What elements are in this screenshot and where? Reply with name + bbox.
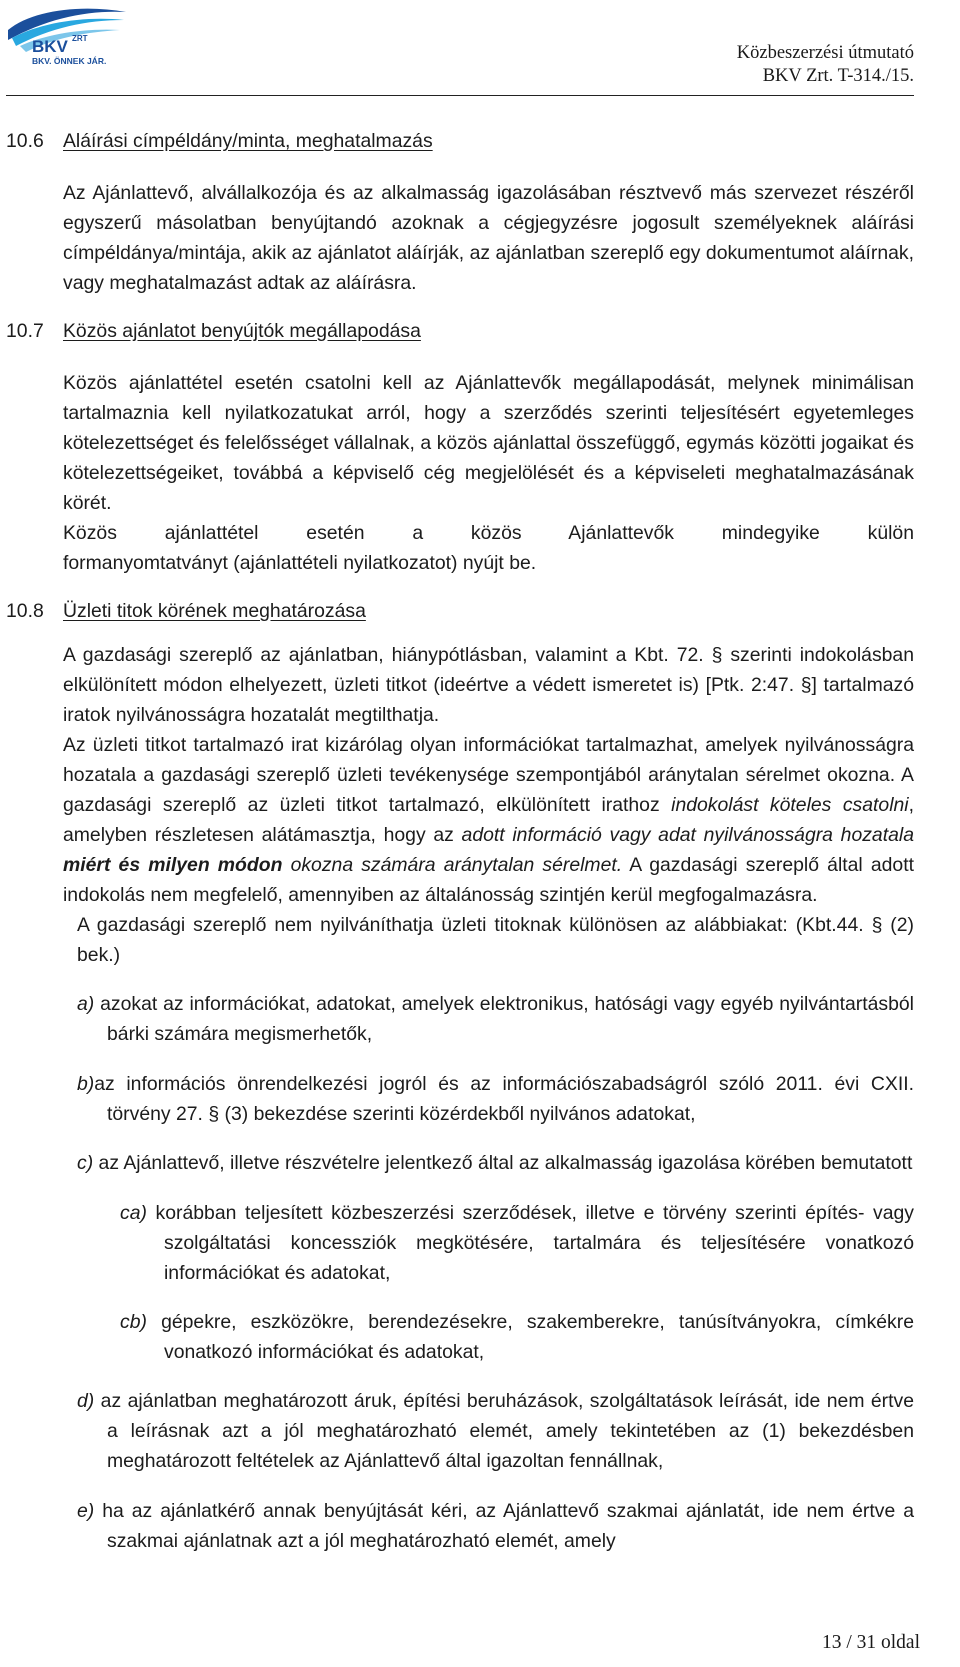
- list-item-a: a) azokat az információkat, adatokat, amelyek elektronikus, hatósági vagy egyéb nyilvántartásból bárki számára megismerhetők,: [77, 993, 914, 1046]
- paragraph-line: Közös ajánlattétel esetén a közös Ajánlattevők mindegyike külön: [63, 522, 914, 544]
- section-title: Aláírási címpéldány/minta, meghatalmazás: [63, 130, 433, 152]
- paragraph: A gazdasági szereplő az ajánlatban, hiánypótlásban, valamint a Kbt. 72. § szerinti indokolásban elkülönített módon elhelyezett, üzleti titkot (ideértve a védett ismeretet is) [Ptk. 2:47. §] tartalmazó iratok nyilvánosságra hozatalát megtilthatja.: [63, 644, 914, 726]
- logo-text: BKV: [32, 37, 68, 56]
- document-title: Közbeszerzési útmutató: [736, 43, 914, 63]
- list-marker: ca): [120, 1201, 147, 1224]
- section-title: Üzleti titok körének meghatározása: [63, 600, 366, 622]
- list-marker: d): [77, 1390, 95, 1413]
- list-marker: c): [77, 1152, 94, 1175]
- paragraph: Az Ajánlattevő, alvállalkozója és az alkalmasság igazolásában résztvevő más szervezet részéről egyszerű másolatban benyújtandó azoknak a cégjegyzésre jogosult személyeknek aláírási címpéldánya/mintája, akik az ajánlatot aláírják, az ajánlatban szereplő egy dokumentumot aláírnak, vagy meghatalmazást adtak az aláírásra.: [63, 182, 914, 294]
- section-number: 10.8: [6, 600, 44, 622]
- list-item-c: c) az Ajánlattevő, illetve részvételre jelentkező által az alkalmasság igazolása körében bemutatott: [77, 1152, 913, 1175]
- list-item-e: e) ha az ajánlatkérő annak benyújtását kéri, az Ajánlattevő szakmai ajánlatát, ide nem értve a szakmai ajánlatnak azt a jól meghatározható elemét, amely: [77, 1499, 914, 1552]
- document-reference: BKV Zrt. T-314./15.: [762, 66, 914, 86]
- page-number: 13 / 31 oldal: [821, 1632, 920, 1653]
- list-item-d: d) az ajánlatban meghatározott áruk, építési beruházások, szolgáltatások leírását, ide nem értve a leírásnak azt a jól meghatározható elemét, amely tekintetében az (1) bekezdésben meghatározott feltételek az Ajánlattevő által igazoltan fennállnak,: [77, 1390, 914, 1473]
- paragraph: Közös ajánlattétel esetén csatolni kell az Ajánlattevők megállapodását, melynek minimálisan tartalmaznia kell nyilatkozatukat arról, hogy a szerződés szerinti teljesítésért egyetemleges kötelezettséget és felelősséget vállalnak, a közös ajánlattal összefüggő, egymás közötti jogaikat és kötelezettségeiket, továbbá a képviselő cég megjelölését és a képviseleti meghatalmazásának körét.: [63, 372, 914, 514]
- section-title: Közös ajánlatot benyújtók megállapodása: [63, 320, 421, 342]
- list-item-ca: ca) korábban teljesített közbeszerzési szerződések, illetve e törvény szerinti építés- vagy szolgáltatási koncessziók megkötésére, tartalmára és teljesítésére vonatkozó információkat és adatokat,: [120, 1201, 914, 1284]
- list-marker: cb): [120, 1310, 147, 1333]
- list-item-cb: cb) gépekre, eszközökre, berendezésekre, szakemberekre, tanúsítványokra, címkékre vonatkozó információkat és adatokat,: [120, 1310, 914, 1363]
- list-marker: a): [77, 993, 95, 1016]
- document-body: [6, 126, 914, 1575]
- paragraph-line: formanyomtatványt (ajánlattételi nyilatkozatot) nyújt be.: [63, 552, 537, 574]
- header-divider: [6, 95, 914, 96]
- section-heading-10-7: [6, 316, 914, 346]
- section-number: 10.7: [6, 320, 44, 342]
- section-heading-10-8: [6, 596, 914, 626]
- strong-emphasis: miért és milyen módon: [63, 854, 283, 876]
- list-item-b: b)az információs önrendelkezési jogról és az információszabadságról szóló 2011. évi CXII. törvény 27. § (3) bekezdése szerinti közérdekből nyilvános adatokat,: [77, 1072, 914, 1125]
- section-number: 10.6: [6, 130, 44, 152]
- emphasis: adott információ vagy adat nyilvánosságra hozatala: [461, 824, 914, 846]
- logo-sup: ZRT: [72, 34, 88, 43]
- paragraph: Az üzleti titkot tartalmazó irat kizárólag olyan információkat tartalmazhat, amelyek nyilvánosságra hozatala a gazdasági szereplő üzleti tevékenysége szempontjából aránytalan sérelmet okozna. A gazdasági szereplő az üzleti titkot tartalmazó, elkülönített irathoz indokolást köteles csatolni, amelyben részletesen alátámasztja, hogy az adott információ vagy adat nyilvánosságra hozatala miért és milyen módon okozna számára aránytalan sérelmet. A gazdasági szereplő által adott indokolás nem megfelelő, amennyiben az általánosság szintjén kerül megfogalmazásra.: [63, 734, 914, 906]
- emphasis: indokolást köteles csatolni: [671, 794, 909, 816]
- bkv-logo: [2, 2, 132, 70]
- paragraph: A gazdasági szereplő nem nyilváníthatja üzleti titoknak különösen az alábbiakat: (Kbt.44. § (2) bek.): [77, 914, 914, 966]
- list-marker: b): [77, 1072, 95, 1095]
- document-header: [737, 42, 914, 88]
- logo-slogan: BKV. ÖNNEK JÁR.: [32, 56, 107, 66]
- list-marker: e): [77, 1499, 95, 1522]
- section-heading-10-6: [6, 126, 914, 156]
- emphasis: okozna számára aránytalan sérelmet.: [282, 854, 623, 876]
